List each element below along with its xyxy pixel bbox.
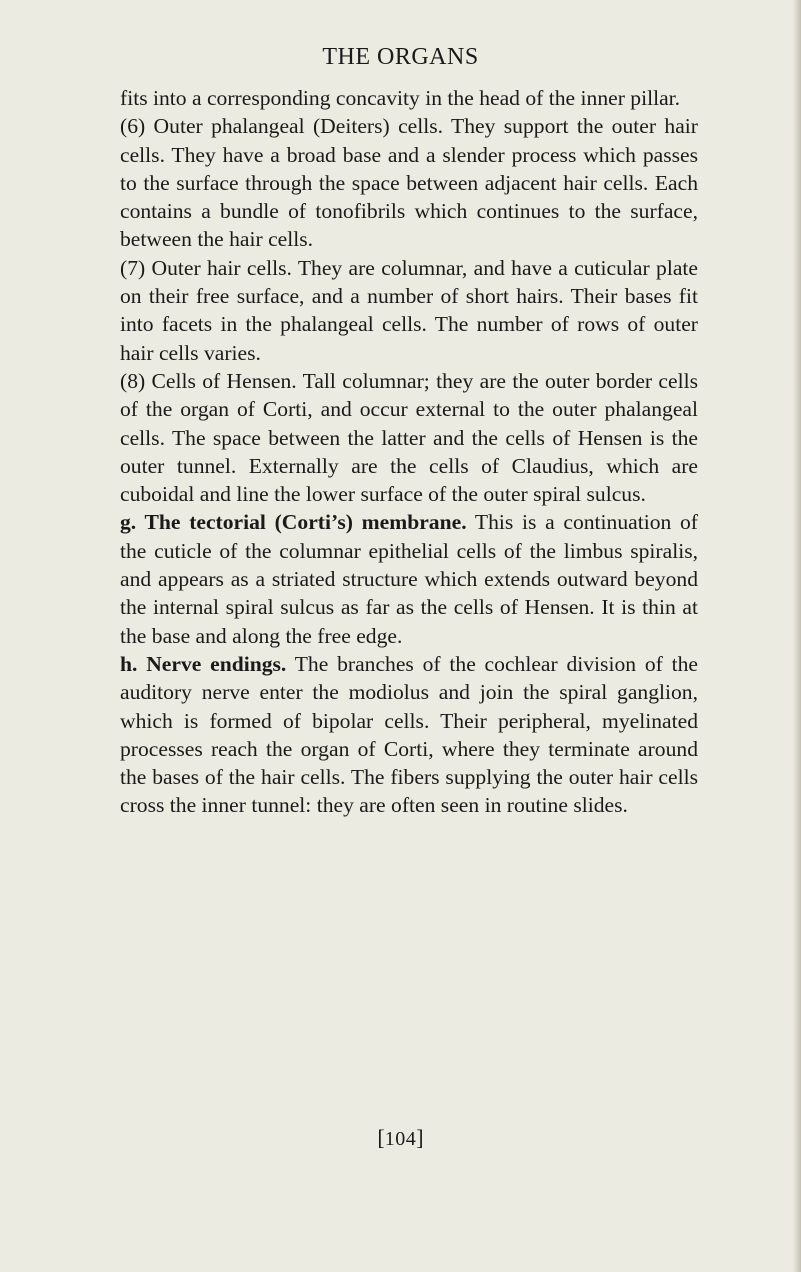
paragraph	[120, 84, 698, 112]
paragraph-text: (7) Outer hair cells. They are columnar, and have a cuticular plate on their free surface, and a number of short hairs. Their bases fit into facets in the phalangeal cells. The number of rows of outer hair cells varies.	[120, 255, 698, 365]
paragraph-text: fits into a corresponding concavity in the head of the inner pillar.	[120, 86, 681, 110]
section-heading: g. The tectorial (Corti’s) membrane.	[120, 510, 467, 535]
paragraph-text: (6) Outer phalangeal (Deiters) cells. They support the outer hair cells. They have a broad base and a slender process which passes to the surface through the space between adjacent hair cells. Each contains a bundle of tonofibrils which continues to the surface, between the hair cells.	[120, 114, 698, 252]
paragraph	[120, 650, 698, 820]
paragraph	[120, 254, 698, 367]
page-edge-shadow	[793, 0, 801, 1272]
body-text	[120, 84, 698, 820]
paragraph	[120, 508, 698, 649]
paragraph-text: (8) Cells of Hensen. Tall columnar; they are the outer border cells of the organ of Corti, and occur external to the outer phalangeal cells. The space between the latter and the cells of Hensen is the outer tunnel. Externally are the cells of Claudius, which are cuboidal and line the lower surface of the outer spiral sulcus.	[120, 368, 698, 507]
page-number: [104]	[377, 1125, 424, 1150]
section-heading: h. Nerve endings.	[120, 651, 287, 676]
page-number-value: 104	[384, 1128, 417, 1150]
running-head: THE ORGANS	[322, 44, 479, 70]
paragraph-text: This is a continuation of the cuticle of the columnar epithelial cells of the limbus spiralis, and appears as a striated structure which extends outward beyond the internal spiral sulcus as far as the cells of Hensen. It is thin at the base and along the free edge.	[120, 510, 698, 648]
paragraph	[120, 112, 698, 253]
paragraph	[120, 367, 698, 508]
paragraph-text: The branches of the cochlear division of the auditory nerve enter the modiolus and join the spiral ganglion, which is formed of bipolar cells. Their peripheral, myelinated processes reach the organ of Corti, where they terminate around the bases of the hair cells. The fibers supplying the outer hair cells cross the inner tunnel: they are often seen in routine slides.	[120, 651, 698, 818]
